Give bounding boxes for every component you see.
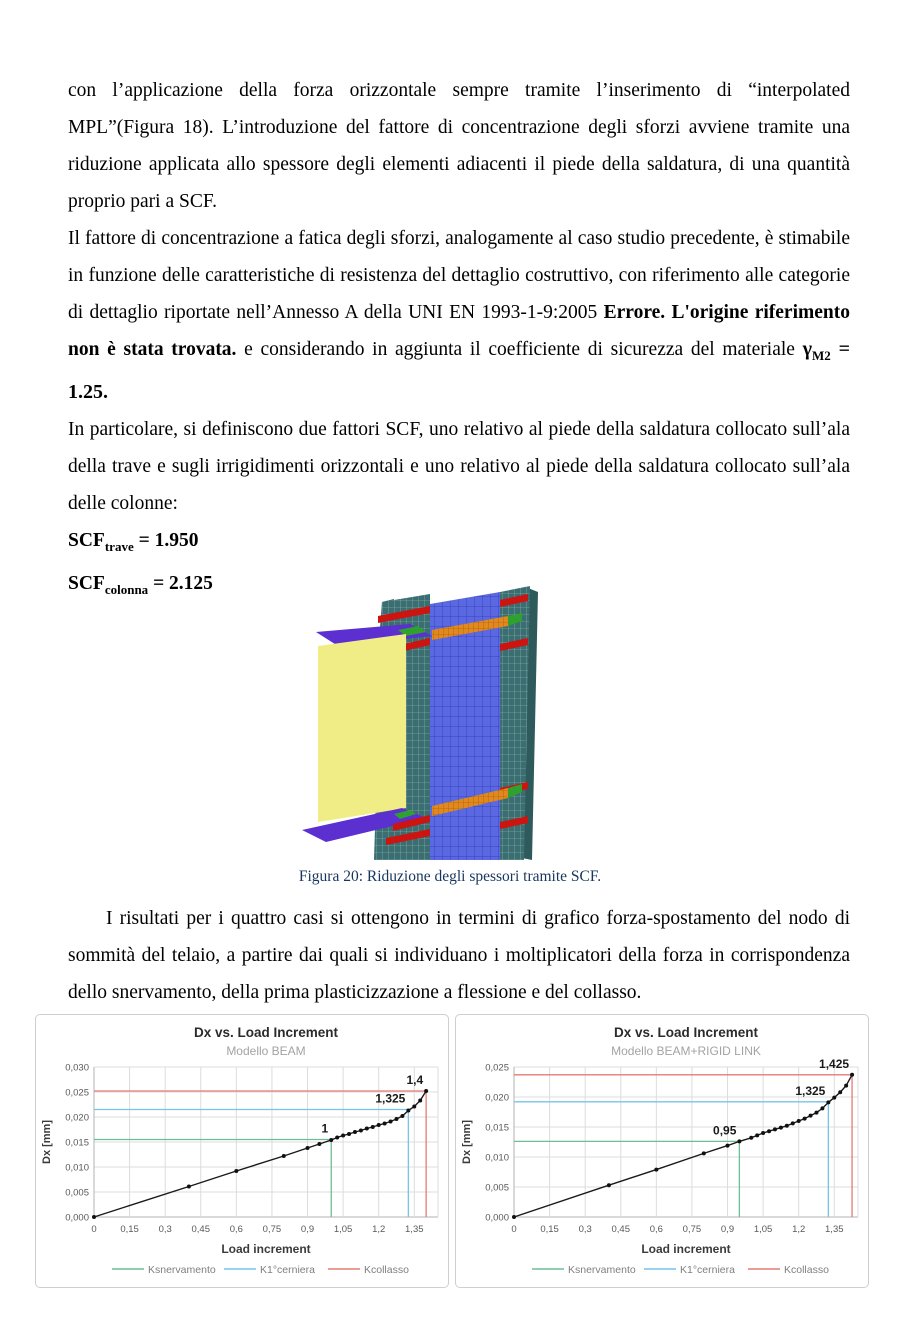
line-chart <box>456 1015 868 1287</box>
svg-text:0,15: 0,15 <box>540 1224 559 1235</box>
svg-text:0,030: 0,030 <box>65 1062 89 1074</box>
svg-text:Modello BEAM+RIGID LINK: Modello BEAM+RIGID LINK <box>611 1044 761 1058</box>
formula-subscript: colonna <box>104 581 149 597</box>
svg-text:0,000: 0,000 <box>485 1212 509 1224</box>
formula-value: = 1.950 <box>133 529 199 551</box>
svg-text:0,45: 0,45 <box>191 1224 211 1235</box>
svg-text:1,325: 1,325 <box>375 1091 406 1106</box>
svg-text:Load increment: Load increment <box>221 1242 311 1256</box>
body-text <box>68 72 850 608</box>
svg-text:1: 1 <box>321 1121 329 1136</box>
svg-text:0,3: 0,3 <box>158 1224 172 1235</box>
gamma-symbol: γ <box>802 338 812 360</box>
svg-text:0,75: 0,75 <box>262 1224 282 1235</box>
gamma-subscript: M2 <box>811 347 831 363</box>
paragraph-2-text: Il fattore di concentrazione a fatica degli sforzi, analogamente al caso studio precedente, è stimabile in funzione delle caratteristiche di resistenza del dettaglio costruttivo, con riferimento alle categorie di dettaglio riportate nell’Annesso A della UNI EN 1993-1-9:2005 <box>68 228 850 323</box>
svg-text:1,05: 1,05 <box>753 1224 773 1235</box>
svg-text:1,325: 1,325 <box>795 1083 826 1098</box>
paragraph-3 <box>68 411 850 522</box>
svg-text:0,005: 0,005 <box>65 1187 89 1199</box>
svg-text:Kcollasso: Kcollasso <box>784 1264 829 1276</box>
paragraph-1-text: con l’applicazione della forza orizzontale sempre tramite l’inserimento di “interpolated MPL”(Figura 18). L’introduzione del fattore di concentrazione degli sforzi avviene tramite una riduzione applicata allo spessore degli elementi adiacenti il piede della saldatura, di una quantità proprio pari a SCF. <box>68 80 850 212</box>
formula-scf-trave <box>68 522 850 565</box>
svg-text:0,020: 0,020 <box>65 1112 89 1124</box>
error-reference-bold-text: Errore. L'origine riferimento non è stata trovata. <box>68 302 850 360</box>
formula-base: SCF <box>68 529 105 551</box>
svg-text:Dx [mm]: Dx [mm] <box>461 1119 473 1165</box>
svg-text:Kcollasso: Kcollasso <box>364 1264 409 1276</box>
figure-caption: Figura 20: Riduzione degli spessori tramite SCF. <box>298 868 602 885</box>
paragraph-1 <box>68 72 850 220</box>
svg-text:0,005: 0,005 <box>485 1182 509 1194</box>
svg-text:Dx vs. Load Increment: Dx vs. Load Increment <box>193 1025 339 1040</box>
svg-text:0,75: 0,75 <box>682 1224 702 1235</box>
svg-text:1,2: 1,2 <box>792 1224 806 1235</box>
svg-text:1,425: 1,425 <box>819 1056 850 1071</box>
svg-text:Modello BEAM: Modello BEAM <box>226 1044 306 1058</box>
svg-text:0,3: 0,3 <box>578 1224 592 1235</box>
fem-mesh-image <box>298 586 538 860</box>
svg-text:0,010: 0,010 <box>485 1152 509 1164</box>
svg-text:0,6: 0,6 <box>229 1224 243 1235</box>
svg-text:Ksnervamento: Ksnervamento <box>148 1264 216 1276</box>
svg-text:0,9: 0,9 <box>300 1224 315 1235</box>
svg-text:Dx vs. Load Increment: Dx vs. Load Increment <box>613 1025 759 1040</box>
svg-text:0: 0 <box>511 1224 517 1235</box>
svg-text:1,35: 1,35 <box>405 1224 424 1235</box>
svg-text:K1°cerniera: K1°cerniera <box>260 1264 315 1276</box>
svg-text:1,05: 1,05 <box>333 1224 353 1235</box>
svg-text:0,6: 0,6 <box>649 1224 663 1235</box>
svg-text:0: 0 <box>91 1224 97 1235</box>
svg-text:Ksnervamento: Ksnervamento <box>568 1264 636 1276</box>
svg-text:1,4: 1,4 <box>406 1073 424 1087</box>
paragraph-4 <box>68 900 850 1011</box>
svg-text:0,15: 0,15 <box>120 1224 139 1235</box>
formula-value: = 2.125 <box>148 572 213 594</box>
svg-text:Load increment: Load increment <box>641 1242 731 1256</box>
line-chart <box>36 1015 448 1287</box>
svg-text:0,020: 0,020 <box>485 1092 509 1104</box>
svg-text:0,9: 0,9 <box>720 1224 735 1235</box>
svg-text:0,45: 0,45 <box>611 1224 631 1235</box>
svg-text:0,010: 0,010 <box>65 1162 89 1174</box>
paragraph-4-text: I risultati per i quattro casi si ottengono in termini di grafico forza-spostamento del nodo di sommità del telaio, a partire dai quali si individuano i moltiplicatori della forza in corrispondenza dello snervamento, della prima plasticizzazione a flessione e del collasso. <box>68 908 850 1003</box>
svg-text:Dx [mm]: Dx [mm] <box>41 1119 53 1165</box>
fem-model-figure <box>298 586 538 860</box>
paragraph-2-text-cont: e considerando in aggiunta il coefficiente di sicurezza del materiale <box>236 339 803 360</box>
svg-text:1,35: 1,35 <box>825 1224 844 1235</box>
formula-subscript: trave <box>104 538 134 554</box>
formula-base: SCF <box>68 572 105 594</box>
svg-text:0,025: 0,025 <box>485 1062 509 1074</box>
svg-text:0,95: 0,95 <box>713 1123 737 1138</box>
svg-text:0,025: 0,025 <box>65 1087 89 1099</box>
chart-beam <box>35 1014 449 1288</box>
gamma-value: = 1.25. <box>68 338 850 403</box>
svg-text:K1°cerniera: K1°cerniera <box>680 1264 735 1276</box>
paragraph-2 <box>68 220 850 411</box>
beam-web <box>318 634 406 822</box>
charts-row <box>35 1014 869 1288</box>
svg-text:1,2: 1,2 <box>372 1224 386 1235</box>
svg-text:0,015: 0,015 <box>65 1137 89 1149</box>
svg-text:0,000: 0,000 <box>65 1212 89 1224</box>
svg-text:0,015: 0,015 <box>485 1122 509 1134</box>
chart-beam-rigid-link <box>455 1014 869 1288</box>
paragraph-3-text: In particolare, si definiscono due fattori SCF, uno relativo al piede della saldatura collocato sull’ala della trave e sugli irrigidimenti orizzontali e uno relativo al piede della saldatura collocato sull’ala delle colonne: <box>68 418 850 514</box>
